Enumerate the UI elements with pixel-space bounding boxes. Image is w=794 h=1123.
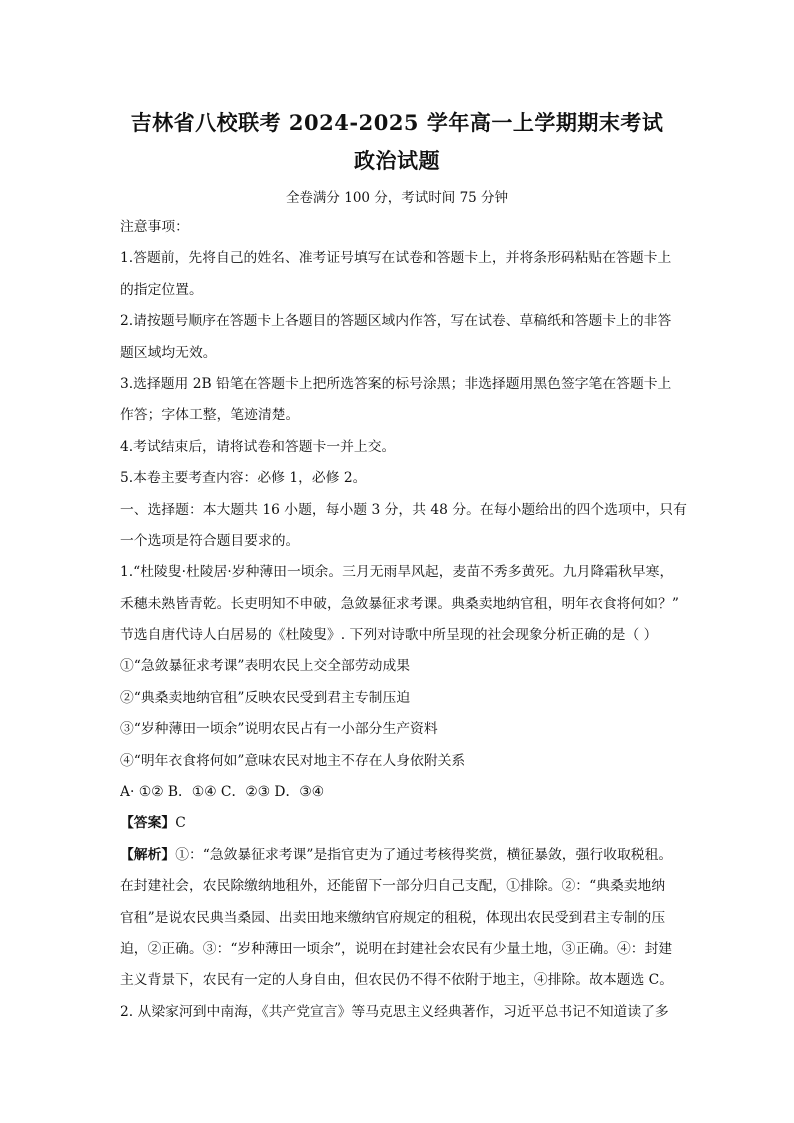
notes-line: 1.答题前，先将自己的姓名、准考证号填写在试卷和答题卡上，并将条形码粘贴在答题卡上 bbox=[120, 250, 672, 267]
analysis-line: 在封建社会，农民除缴纳地租外，还能留下一部分归自己支配，①排除。②：“典桑卖地纳 bbox=[120, 878, 666, 895]
notes-heading: 注意事项： bbox=[120, 219, 189, 235]
section-heading: 一、选择题：本大题共 16 小题，每小题 3 分，共 48 分。在每小题给出的四个选项中，只有 bbox=[120, 501, 687, 518]
page-subtitle: 政治试题 bbox=[354, 148, 440, 173]
notes-line: 5.本卷主要考查内容：必修 1，必修 2。 bbox=[120, 470, 367, 487]
notes-line: 4.考试结束后，请将试卷和答题卡一并上交。 bbox=[120, 438, 396, 455]
notes-line: 2.请按题号顺序在答题卡上各题目的答题区域内作答，写在试卷、草稿纸和答题卡上的非答 bbox=[120, 313, 672, 330]
analysis-label: 【解析】 bbox=[120, 846, 176, 863]
document-body bbox=[120, 212, 690, 1028]
question-item: ①“急敛暴征求考课”表明农民上交全部劳动成果 bbox=[120, 658, 411, 675]
analysis-line: 迫，②正确。③：“岁种薄田一顷余”，说明在封建社会农民有少量土地，③正确。④：封建 bbox=[120, 940, 673, 957]
analysis-line: 官租”是说农民典当桑园、出卖田地来缴纳官府规定的租税，体现出农民受到君主专制的压 bbox=[120, 909, 666, 926]
page-title: 吉林省八校联考 2024-2025 学年高一上学期期末考试 bbox=[130, 110, 664, 135]
notes-line: 的指定位置。 bbox=[120, 281, 203, 298]
analysis-line bbox=[120, 840, 690, 871]
question-item: ④“明年衣食将何如”意味农民对地主不存在人身依附关系 bbox=[120, 752, 466, 769]
answer-line bbox=[120, 808, 690, 839]
analysis-text: ①：“急敛暴征求考课”是指官吏为了通过考核得奖赏，横征暴敛，强行收取税租。 bbox=[175, 846, 673, 863]
notes-line: 3.选择题用 2B 铅笔在答题卡上把所选答案的标号涂黑；非选择题用黑色签字笔在答题卡上 bbox=[120, 375, 672, 392]
exam-info: 全卷满分 100 分，考试时间 75 分钟 bbox=[285, 190, 509, 206]
question-item: ②“典桑卖地纳官租”反映农民受到君主专制压迫 bbox=[120, 689, 411, 706]
section-heading: 一个选项是符合题目要求的。 bbox=[120, 532, 300, 549]
analysis-line: 主义背景下，农民有一定的人身自由，但农民仍不得不依附于地主，④排除。故本题选 C。 bbox=[120, 972, 674, 989]
notes-line: 题区域均无效。 bbox=[120, 344, 217, 361]
question-stem: 禾穗未熟皆青乾。长吏明知不申破，急敛暴征求考课。典桑卖地纳官租，明年衣食将何如？” bbox=[120, 595, 679, 612]
question-stem: 1.“杜陵叟·杜陵居·岁种薄田一顷余。三月无雨旱风起，麦苗不秀多黄死。九月降霜秋早寒， bbox=[120, 564, 674, 581]
notes-line: 作答；字体工整，笔迹清楚。 bbox=[120, 407, 300, 424]
question-stem: 2. 从梁家河到中南海，《共产党宣言》等马克思主义经典著作，习近平总书记不知道读了多 bbox=[120, 1003, 669, 1020]
answer-label: 【答案】 bbox=[120, 815, 176, 832]
answer-value: C bbox=[175, 815, 186, 832]
question-item: ③“岁种薄田一顷余”说明农民占有一小部分生产资料 bbox=[120, 721, 438, 738]
question-options: A· ①② B．①④ C．②③ D．③④ bbox=[120, 784, 324, 801]
question-stem: 节选自唐代诗人白居易的《杜陵叟》. 下列对诗歌中所呈现的社会现象分析正确的是（ ） bbox=[120, 627, 658, 644]
